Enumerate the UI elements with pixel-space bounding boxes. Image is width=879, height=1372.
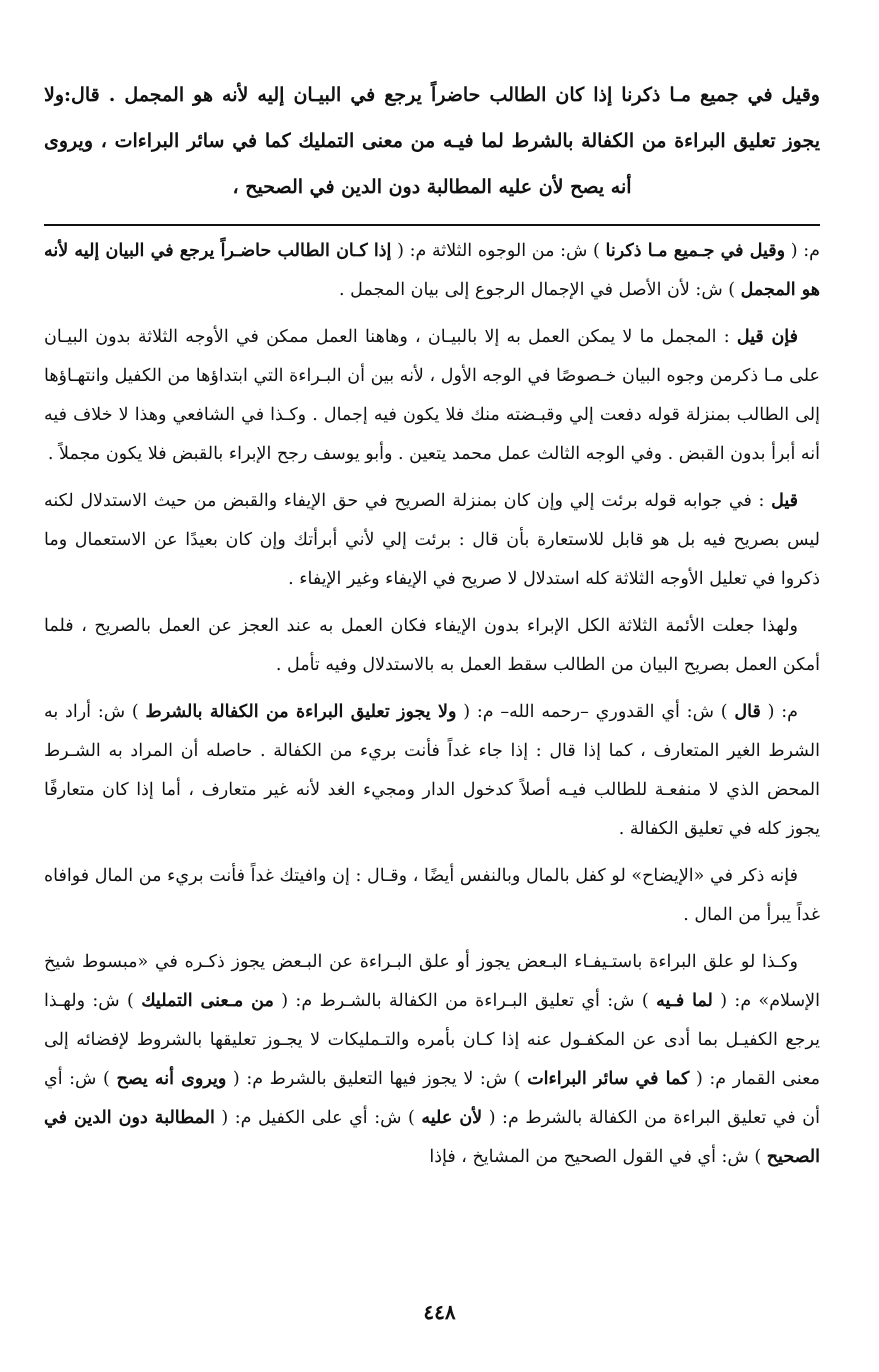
quoted-main-text: ويروى أنه يصح (116, 1069, 227, 1089)
paragraph-lead: قيل (771, 491, 798, 511)
text-run: م: ( (785, 241, 820, 261)
commentary-paragraph-5 (44, 693, 820, 849)
text-run: ) ش: ولهـذا يرجع الكفيـل بما أدى عن المكفـول عنه إذا كـان بأمره والتـمليكات لا يجـوز تعليقها بالشروط لإفضائه إلى معنى القمار م: ( (44, 991, 820, 1089)
quoted-main-text: إذا كـان الطالب حاضـراً يرجع في البيان إليه لأنه هو المجمل (44, 241, 820, 300)
page-number: ٤٤٨ (423, 1300, 456, 1324)
commentary-paragraph-3 (44, 482, 820, 599)
text-run: ) ش: أي أن في تعليق البراءة من الكفالة بالشرط م: ( (44, 1069, 820, 1128)
commentary-paragraph-7 (44, 943, 820, 1177)
separator-rule (44, 224, 820, 226)
book-page (44, 72, 820, 1185)
quoted-main-text: وقيل في جـميع مـا ذكرنا (605, 241, 786, 261)
text-run: ) ش: أي في القول الصحيح من المشايخ ، فإذا (429, 1147, 767, 1167)
quoted-main-text: المطالبة دون الدين في الصحيح (44, 1108, 820, 1167)
quoted-main-text: ولا يجوز تعليق البراءة من الكفالة بالشرط (145, 702, 457, 722)
text-run: : المجمل ما لا يمكن العمل به إلا بالبيـان ، وهاهنا العمل ممكن في الأوجه الثلاثة بدون البيـان على مـا ذكرمن وجوه البيان خـصوصًا في الوجه الأول ، لأنه بين أن البـراءة التي ابتداؤها من الكفيل وانتهـاؤها إلى الطالب بمنزلة قوله دفعت إلي وقبـضته منك فلا يكون فيه إجمال . وكـذا في الشافعي وهذا لا خلاف فيه أنه أبرأ بدون القبض . وفي الوجه الثالث عمل محمد يتعين . وأبو يوسف رجح الإبراء بالقبض فلا يكون مجملاً . (44, 327, 820, 464)
quoted-main-text: لأن عليه (421, 1108, 483, 1128)
text-run: ) ش: أي على الكفيل م: ( (214, 1108, 422, 1128)
text-run: : في جوابه قوله برئت إلي وإن كان بمنزلة الصريح في حق الإيفاء والقبض من حيث الاستدلال لكنه ليس بصريح فيه بل هو قابل للاستعارة بأن قال : برئت إلي لأني أبرأتك وإن كان بعيدًا عن الاستعمال وما ذكروا في تعليل الأوجه الثلاثة كله استدلال لا صريح في الإيفاء وغير الإيفاء . (44, 491, 820, 589)
quoted-main-text: قال (734, 702, 761, 722)
commentary-paragraph-4: ولهذا جعلت الأئمة الثلاثة الكل الإبراء بدون الإيفاء فكان العمل به عند العجز عن العمل بالصريح ، فلما أمكن العمل بصريح البيان من الطالب سقط العمل به بالاستدلال وفيه تأمل . (44, 616, 820, 675)
text-run: وكـذا لو علق البراءة باستـيفـاء البـعض يجوز أو علق البـراءة عن البـعض يجوز ذكـره في «مبسوط شيخ الإسلام» م: ( (44, 952, 821, 1011)
text-run: ) ش: من الوجوه الثلاثة م: ( (391, 241, 606, 261)
paragraph-lead: فإن قيل (736, 327, 798, 347)
text-run: ) ش: أراد به الشرط الغير المتعارف ، كما إذا قال : إذا جاء غداً فأنت بريء من الكفالة . حاصله أن المراد به الشـرط المحض الذي لا منفعـة للطالب فيـه أصلاً كدخول الدار ومجيء الغد لأنه غير متعارف ، أما إذا كان متعارفًا يجوز كله في تعليق الكفالة . (44, 702, 820, 839)
commentary-paragraph-2 (44, 318, 820, 474)
text-run: ) ش: لأن الأصل في الإجمال الرجوع إلى بيان المجمل . (339, 280, 741, 300)
quoted-main-text: لما فـيه (656, 991, 713, 1011)
text-run: ) ش: لا يجوز فيها التعليق بالشرط م: ( (226, 1069, 528, 1089)
text-run: ) ش: أي تعليق البـراءة من الكفالة بالشـرط م: ( (273, 991, 657, 1011)
quoted-main-text: كما في سائر البراءات (527, 1069, 690, 1089)
commentary (44, 232, 820, 1177)
commentary-paragraph-6: فإنه ذكر في «الإيضاح» لو كفل بالمال وبالنفس أيضًا ، وقـال : إن وافيتك غداً فأنت بريء من المال فوافاه غداً يبرأ من المال . (44, 866, 820, 925)
text-run: ) ش: أي القدوري –رحمه الله– م: ( (456, 702, 735, 722)
main-text: وقيل في جميع مـا ذكرنا إذا كان الطالب حاضراً يرجع في البيـان إليه لأنه هو المجمل . قال:ولا يجوز تعليق البراءة من الكفالة بالشرط لما فيـه من معنى التمليك كما في سائر البراءات ، ويروى أنه يصح لأن عليه المطالبة دون الدين في الصحيح ، (44, 84, 820, 198)
quoted-main-text: من مـعنى التمليك (141, 991, 274, 1011)
commentary-paragraph-1 (44, 232, 820, 310)
text-run: م: ( (760, 702, 798, 722)
